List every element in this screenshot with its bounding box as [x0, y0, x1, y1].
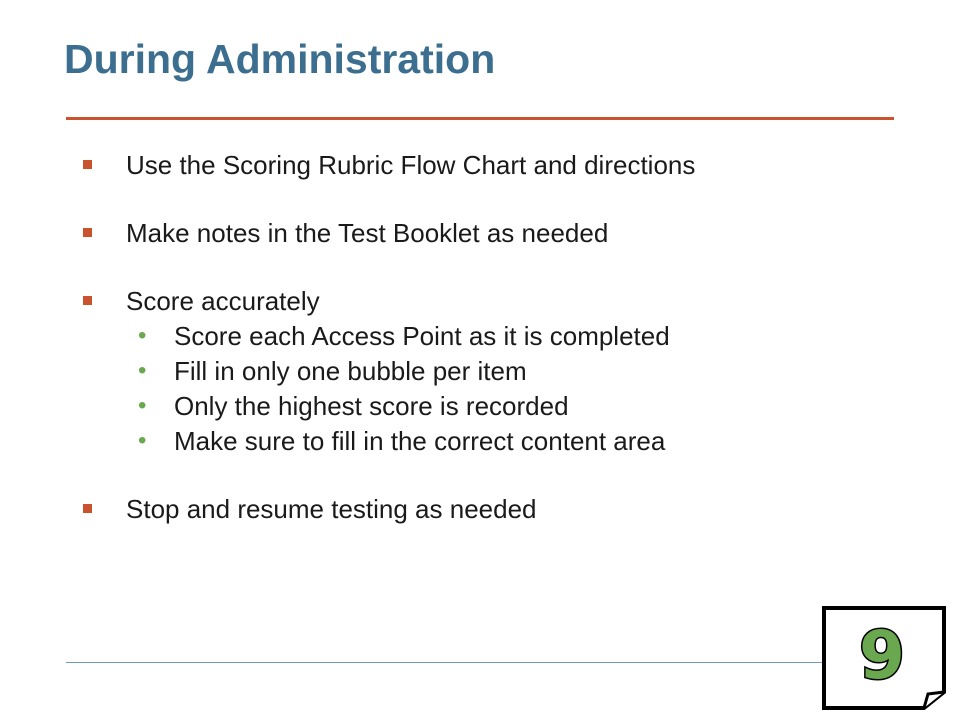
page-number: 9	[859, 617, 905, 694]
dot-bullet-icon: •	[138, 392, 147, 419]
bullet-text: Use the Scoring Rubric Flow Chart and directions	[126, 150, 696, 180]
dot-bullet-icon: •	[138, 357, 147, 384]
slide-title: During Administration	[64, 36, 496, 82]
sub-bullet-text: Fill in only one bubble per item	[174, 356, 527, 386]
page-number-badge	[820, 604, 950, 712]
sub-bullet-text: Make sure to fill in the correct content area	[174, 426, 666, 456]
dot-bullet-icon: •	[138, 427, 147, 454]
square-bullet-icon	[83, 160, 92, 169]
bullet-text: Make notes in the Test Booklet as needed	[126, 218, 609, 248]
square-bullet-icon	[83, 296, 92, 305]
footer-divider	[66, 662, 824, 663]
square-bullet-icon	[83, 504, 92, 513]
sub-bullet-text: Only the highest score is recorded	[174, 391, 569, 421]
sub-bullet-text: Score each Access Point as it is completed	[174, 321, 670, 351]
bullet-text: Score accurately	[126, 286, 320, 316]
dot-bullet-icon: •	[138, 322, 147, 349]
bullet-text: Stop and resume testing as needed	[126, 494, 537, 524]
square-bullet-icon	[83, 228, 92, 237]
